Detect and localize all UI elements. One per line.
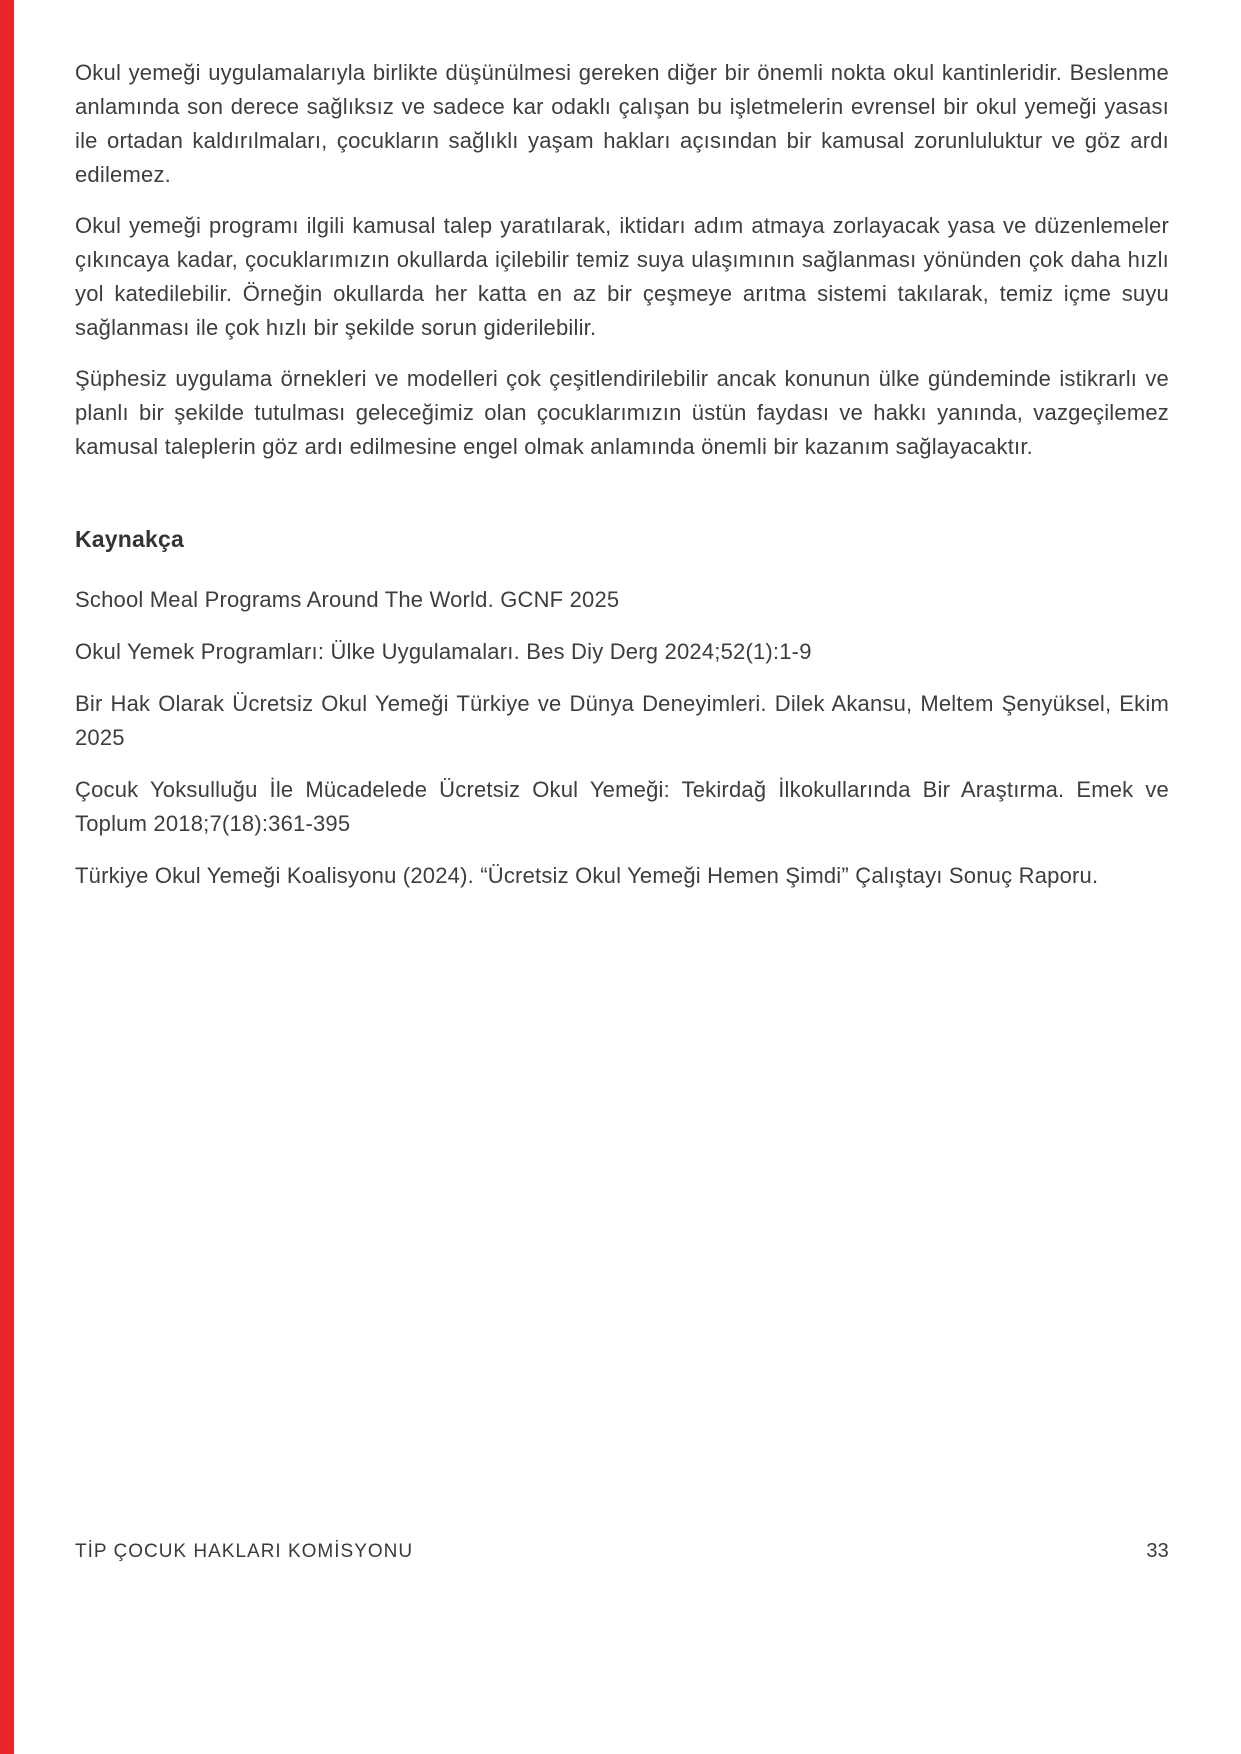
page-number: 33 [1146,1540,1169,1562]
reference-item: School Meal Programs Around The World. GCNF 2025 [75,587,620,612]
page-footer [75,1540,1169,1563]
references-heading: Kaynakça [75,526,185,552]
reference-item: Türkiye Okul Yemeği Koalisyonu (2024). “Ücretsiz Okul Yemeği Hemen Şimdi” Çalıştayı Sonuç Raporu. [75,863,1099,888]
footer-title: TİP ÇOCUK HAKLARI KOMİSYONU [75,1541,414,1562]
reference-item: Okul Yemek Programları: Ülke Uygulamaları. Bes Diy Derg 2024;52(1):1-9 [75,639,812,664]
page-content [75,56,1169,911]
body-paragraph: Okul yemeği programı ilgili kamusal talep yaratılarak, iktidarı adım atmaya zorlayacak yasa ve düzenlemeler çıkıncaya kadar, çocuklarımızın okullarda içilebilir temiz suya ulaşımının sağlanması yönünden çok daha hızlı yol katedilebilir. Örneğin okullarda her katta en az bir çeşmeye arıtma sistemi takılarak, temiz içme suyu sağlanması ile çok hızlı bir şekilde sorun giderilebilir. [75,213,1169,340]
reference-item: Bir Hak Olarak Ücretsiz Okul Yemeği Türkiye ve Dünya Deneyimleri. Dilek Akansu, Meltem Şenyüksel, Ekim 2025 [75,691,1169,750]
left-accent-bar [0,0,14,1754]
reference-item: Çocuk Yoksulluğu İle Mücadelede Ücretsiz Okul Yemeği: Tekirdağ İlkokullarında Bir Araştırma. Emek ve Toplum 2018;7(18):361-395 [75,777,1169,836]
body-paragraph: Şüphesiz uygulama örnekleri ve modelleri çok çeşitlendirilebilir ancak konunun ülke gündeminde istikrarlı ve planlı bir şekilde tutulması geleceğimiz olan çocuklarımızın üstün faydası ve hakkı yanında, vazgeçilemez kamusal taleplerin göz ardı edilmesine engel olmak anlamında önemli bir kazanım sağlayacaktır. [75,366,1169,459]
body-paragraph: Okul yemeği uygulamalarıyla birlikte düşünülmesi gereken diğer bir önemli nokta okul kantinleridir. Beslenme anlamında son derece sağlıksız ve sadece kar odaklı çalışan bu işletmelerin evrensel bir okul yemeği yasası ile ortadan kaldırılmaları, çocukların sağlıklı yaşam hakları açısından bir kamusal zorunluluktur ve göz ardı edilemez. [75,60,1169,187]
